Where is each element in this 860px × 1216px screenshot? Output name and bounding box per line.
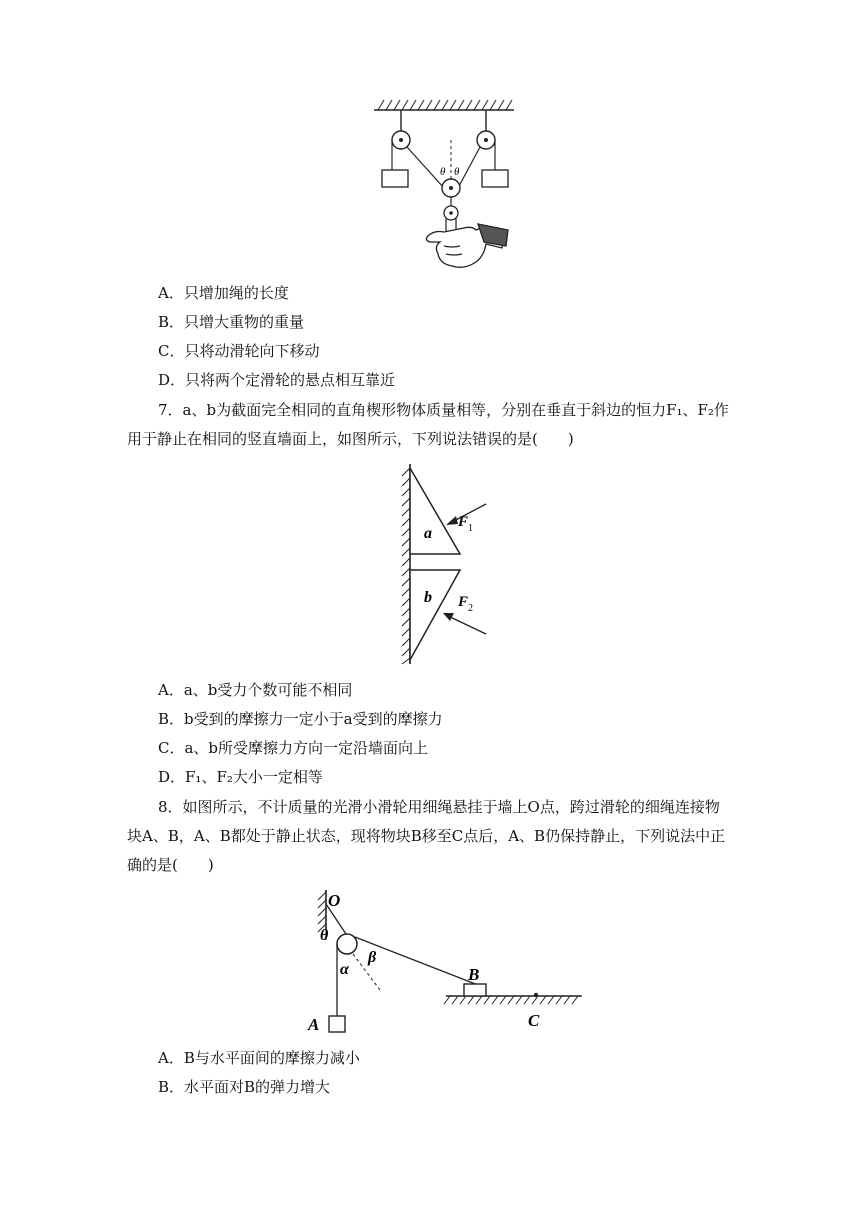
- pulley-system-figure: [368, 96, 518, 274]
- q8-option-a: A．B与水平面间的摩擦力减小: [158, 1049, 360, 1067]
- q6-option-c: C．只将动滑轮向下移动: [158, 342, 320, 360]
- block-a-label: A: [308, 1015, 320, 1034]
- q8-stem-line3: 确的是( ): [127, 856, 214, 874]
- wedge-a-label: a: [424, 525, 432, 542]
- point-c-label: C: [528, 1011, 540, 1030]
- wedges-on-wall-figure: [398, 460, 498, 666]
- angle-alpha-label: α: [340, 961, 349, 978]
- q8-stem-line2: 块A、B，A、B都处于静止状态，现将物块B移至C点后，A、B仍保持静止，下列说法中正: [127, 827, 726, 845]
- force-f2-subscript: 2: [468, 603, 473, 614]
- point-o-label: O: [328, 891, 341, 910]
- wedge-b-label: b: [424, 589, 432, 606]
- force-f1-label: F: [458, 514, 469, 530]
- q7-option-b: B．b受到的摩擦力一定小于a受到的摩擦力: [158, 710, 443, 728]
- q7-stem-line1: 7．a、b为截面完全相同的直角楔形物体质量相等，分别在垂直于斜边的恒力F₁、F₂作: [158, 401, 729, 419]
- q6-option-a: A．只增加绳的长度: [158, 284, 289, 302]
- q7-option-d: D．F₁、F₂大小一定相等: [158, 768, 323, 786]
- q7-stem-line2: 用于静止在相同的竖直墙面上，如图所示，下列说法错误的是( ): [127, 430, 574, 448]
- q8-stem-line1: 8．如图所示，不计质量的光滑小滑轮用细绳悬挂于墙上O点，跨过滑轮的细绳连接物: [158, 798, 720, 816]
- q6-option-b: B．只增大重物的重量: [158, 313, 305, 331]
- force-f2-label: F: [458, 594, 469, 610]
- q7-option-c: C．a、b所受摩擦力方向一定沿墙面向上: [158, 739, 429, 757]
- angle-theta-label: θ: [320, 927, 329, 944]
- wall-pulley-blocks-figure: [298, 884, 588, 1038]
- q8-option-b: B．水平面对B的弹力增大: [158, 1078, 331, 1096]
- hand-icon: [426, 224, 508, 267]
- force-f1-subscript: 1: [468, 523, 473, 534]
- q7-option-a: A．a、b受力个数可能不相同: [158, 681, 353, 699]
- angle-theta-right-label: θ: [454, 166, 460, 178]
- angle-beta-label: β: [368, 949, 377, 966]
- q6-option-d: D．只将两个定滑轮的悬点相互靠近: [158, 371, 396, 389]
- angle-theta-left-label: θ: [440, 166, 446, 178]
- block-b-label: B: [468, 965, 480, 984]
